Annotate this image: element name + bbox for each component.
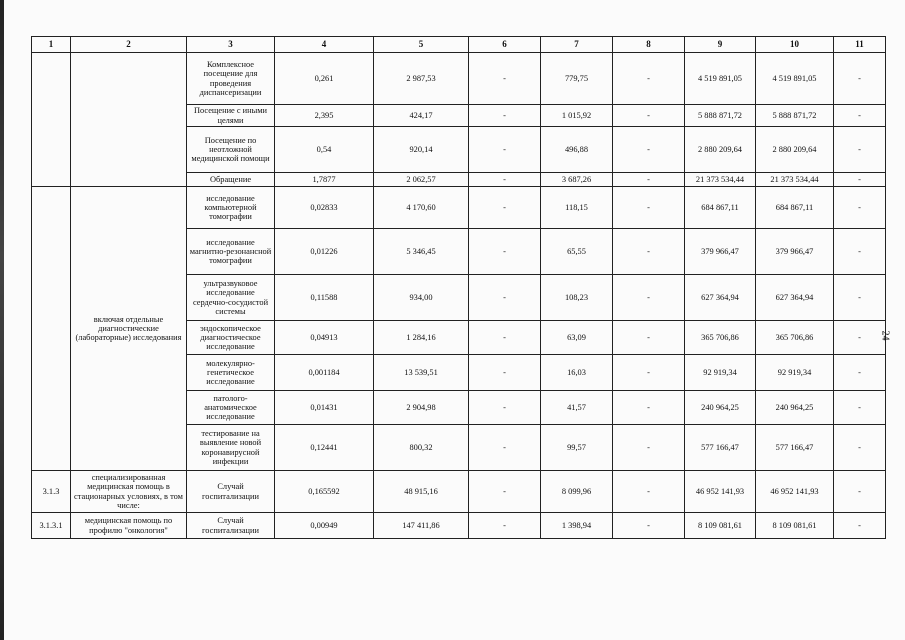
table-cell: 577 166,47	[685, 425, 756, 471]
table-cell: 0,54	[275, 127, 374, 173]
table-cell: -	[469, 173, 541, 187]
table-cell: Посещение по неотложной медицинской помощи	[187, 127, 275, 173]
table-cell: исследование магнитно-резонансной томографии	[187, 229, 275, 275]
table-cell: 240 964,25	[756, 391, 834, 425]
table-row	[32, 187, 886, 229]
table-cell: 365 706,86	[756, 321, 834, 355]
table-cell: Случай госпитализации	[187, 471, 275, 513]
table-cell: -	[834, 53, 886, 105]
table-cell: 1 284,16	[374, 321, 469, 355]
table-cell: 65,55	[541, 229, 613, 275]
table-cell: -	[834, 425, 886, 471]
table-cell: -	[613, 513, 685, 539]
table-cell: 496,88	[541, 127, 613, 173]
table-cell: -	[469, 105, 541, 127]
table-cell: 0,01226	[275, 229, 374, 275]
table-cell: 0,00949	[275, 513, 374, 539]
col-header: 10	[756, 37, 834, 53]
table-cell: эндоскопическое диагностическое исследование	[187, 321, 275, 355]
table-row	[32, 471, 886, 513]
table-cell	[32, 53, 71, 187]
table-cell: 8 099,96	[541, 471, 613, 513]
table-cell: специализированная медицинская помощь в стационарных условиях, в том числе:	[71, 471, 187, 513]
table-cell: 3 687,26	[541, 173, 613, 187]
table-cell: -	[613, 53, 685, 105]
table-cell: 4 170,60	[374, 187, 469, 229]
table-cell: 0,12441	[275, 425, 374, 471]
col-header: 2	[71, 37, 187, 53]
table-cell: -	[613, 425, 685, 471]
table-cell: -	[613, 471, 685, 513]
table-cell: 1 015,92	[541, 105, 613, 127]
table-cell: 920,14	[374, 127, 469, 173]
col-header: 1	[32, 37, 71, 53]
table-cell: 1 398,94	[541, 513, 613, 539]
table-cell: 118,15	[541, 187, 613, 229]
table-cell: -	[469, 513, 541, 539]
table-cell: медицинская помощь по профилю "онкология"	[71, 513, 187, 539]
table-cell: -	[469, 127, 541, 173]
table-cell: 48 915,16	[374, 471, 469, 513]
table-cell: -	[613, 127, 685, 173]
table-cell: 16,03	[541, 355, 613, 391]
table-cell: 0,01431	[275, 391, 374, 425]
table-cell: -	[834, 321, 886, 355]
table-cell: 627 364,94	[756, 275, 834, 321]
table-cell: 800,32	[374, 425, 469, 471]
col-header: 7	[541, 37, 613, 53]
table-cell: 684 867,11	[685, 187, 756, 229]
table-cell: -	[834, 391, 886, 425]
table-cell: 13 539,51	[374, 355, 469, 391]
table-cell: 5 888 871,72	[756, 105, 834, 127]
table-cell: 934,00	[374, 275, 469, 321]
table-cell: 365 706,86	[685, 321, 756, 355]
table-cell: 46 952 141,93	[685, 471, 756, 513]
table-cell: -	[834, 105, 886, 127]
table-cell: молекулярно-генетическое исследование	[187, 355, 275, 391]
table-cell: Посещение с иными целями	[187, 105, 275, 127]
table-cell: -	[613, 275, 685, 321]
table-cell: 627 364,94	[685, 275, 756, 321]
table-cell: 92 919,34	[756, 355, 834, 391]
table-cell: 46 952 141,93	[756, 471, 834, 513]
table-cell: 3.1.3	[32, 471, 71, 513]
table-cell: 424,17	[374, 105, 469, 127]
col-header: 3	[187, 37, 275, 53]
table-row	[32, 53, 886, 105]
table-cell: 1,7877	[275, 173, 374, 187]
table-cell: -	[834, 229, 886, 275]
table-cell: -	[613, 229, 685, 275]
table-cell: 379 966,47	[756, 229, 834, 275]
table-cell: -	[613, 105, 685, 127]
table-cell: 0,02833	[275, 187, 374, 229]
table-cell: 2 062,57	[374, 173, 469, 187]
table-cell: 2 987,53	[374, 53, 469, 105]
table-cell: 5 888 871,72	[685, 105, 756, 127]
table-cell: патолого-анатомическое исследование	[187, 391, 275, 425]
table-cell: -	[834, 471, 886, 513]
table-cell: 21 373 534,44	[685, 173, 756, 187]
table-cell: 379 966,47	[685, 229, 756, 275]
table-cell: 577 166,47	[756, 425, 834, 471]
page-number: 24	[879, 330, 891, 341]
table-cell: -	[834, 173, 886, 187]
table-cell: исследование компьютерной томографии	[187, 187, 275, 229]
table-cell: -	[613, 187, 685, 229]
table-cell: -	[613, 173, 685, 187]
table-cell: 2 880 209,64	[685, 127, 756, 173]
scan-edge	[0, 0, 4, 640]
header-row	[32, 37, 886, 53]
table-cell: 4 519 891,05	[685, 53, 756, 105]
table-cell: 0,001184	[275, 355, 374, 391]
table-cell: -	[469, 391, 541, 425]
table-cell: 5 346,45	[374, 229, 469, 275]
table-cell: 99,57	[541, 425, 613, 471]
table-cell	[71, 53, 187, 187]
col-header: 4	[275, 37, 374, 53]
table-cell: Случай госпитализации	[187, 513, 275, 539]
table-cell: -	[834, 275, 886, 321]
table-cell: 0,165592	[275, 471, 374, 513]
table-cell: 0,11588	[275, 275, 374, 321]
col-header: 11	[834, 37, 886, 53]
group-label: включая отдельные диагностические (лабораторные) исследования	[71, 187, 187, 471]
table-cell: -	[469, 471, 541, 513]
table-cell: тестирование на выявление новой коронавирусной инфекции	[187, 425, 275, 471]
table-cell: -	[469, 53, 541, 105]
table-cell: -	[834, 127, 886, 173]
table-cell: 2,395	[275, 105, 374, 127]
col-header: 6	[469, 37, 541, 53]
table-cell: -	[469, 187, 541, 229]
col-header: 8	[613, 37, 685, 53]
table-cell: 0,04913	[275, 321, 374, 355]
table-cell: 2 880 209,64	[756, 127, 834, 173]
table-cell: -	[469, 321, 541, 355]
table-cell: ультразвуковое исследование сердечно-сосудистой системы	[187, 275, 275, 321]
table-cell: -	[834, 355, 886, 391]
table-cell: 147 411,86	[374, 513, 469, 539]
table-cell: 3.1.3.1	[32, 513, 71, 539]
table-cell: -	[469, 275, 541, 321]
table-cell: 0,261	[275, 53, 374, 105]
table-cell: 779,75	[541, 53, 613, 105]
table-cell: -	[469, 355, 541, 391]
table-cell: -	[613, 355, 685, 391]
col-header: 5	[374, 37, 469, 53]
table-cell: -	[834, 513, 886, 539]
table-cell: 41,57	[541, 391, 613, 425]
table-cell: 2 904,98	[374, 391, 469, 425]
table-cell: 21 373 534,44	[756, 173, 834, 187]
table-cell: -	[613, 391, 685, 425]
data-table	[31, 36, 886, 539]
table-cell: 240 964,25	[685, 391, 756, 425]
table-cell: 108,23	[541, 275, 613, 321]
table-cell: 63,09	[541, 321, 613, 355]
table-cell: -	[834, 187, 886, 229]
table-cell: Обращение	[187, 173, 275, 187]
table-cell: 8 109 081,61	[685, 513, 756, 539]
table-cell: 92 919,34	[685, 355, 756, 391]
table-cell: 684 867,11	[756, 187, 834, 229]
table-row	[32, 513, 886, 539]
table-cell	[32, 187, 71, 471]
table-cell: -	[469, 425, 541, 471]
table-cell: 4 519 891,05	[756, 53, 834, 105]
table-cell: Комплексное посещение для проведения диспансеризации	[187, 53, 275, 105]
table-cell: -	[469, 229, 541, 275]
table-cell: -	[613, 321, 685, 355]
table-cell: 8 109 081,61	[756, 513, 834, 539]
col-header: 9	[685, 37, 756, 53]
